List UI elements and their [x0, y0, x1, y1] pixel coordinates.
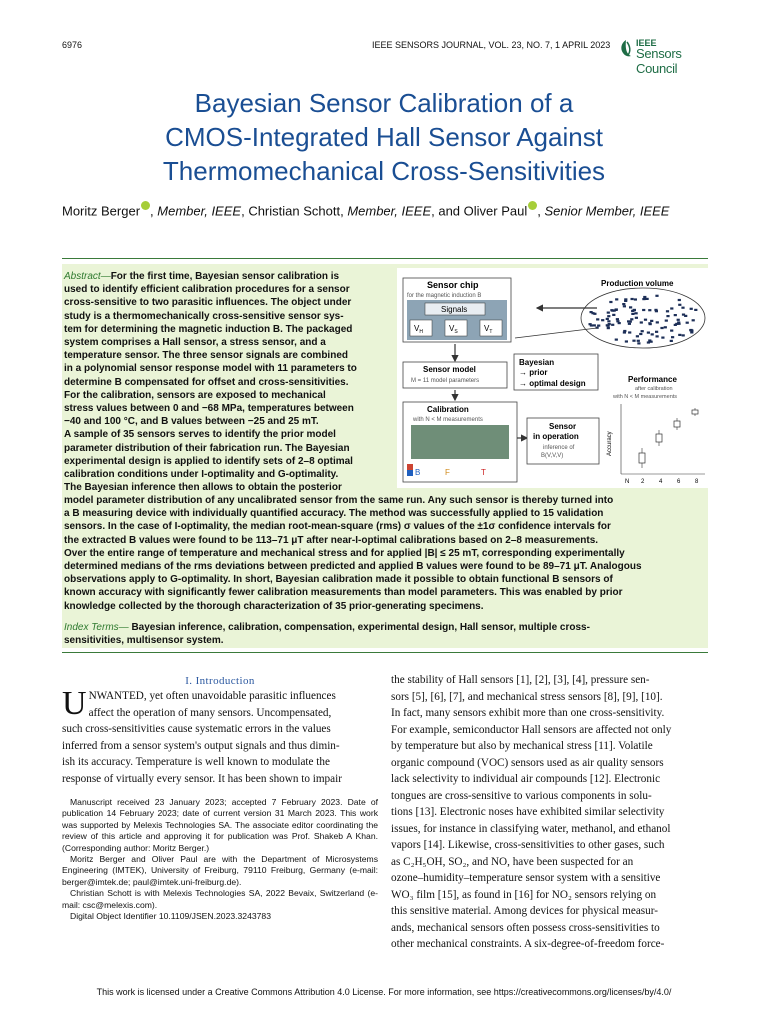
production-sensor-dot — [590, 311, 593, 313]
production-sensor-dot — [601, 319, 604, 321]
intro-left-column — [62, 685, 378, 787]
abstract-line: stress values between 0 and −68 MPa, temperatures between — [64, 403, 354, 415]
production-sensor-dot — [607, 315, 610, 317]
production-sensor-dot — [670, 340, 673, 342]
dropcap: U — [62, 685, 87, 722]
production-sensor-dot — [681, 307, 684, 309]
intro-line: For example, semiconductor Hall sensors are affected not only — [391, 723, 672, 736]
production-sensor-dot — [616, 318, 619, 320]
production-sensor-dot — [637, 340, 640, 342]
production-sensor-dot — [596, 318, 599, 320]
production-sensor-dot — [635, 312, 638, 314]
intro-line: ands, mechanical sensors often possess cross-sensitivities to — [391, 921, 660, 934]
intro-line: ish its accuracy. Temperature is well known to modulate the — [62, 756, 330, 768]
page-number: 6976 — [62, 40, 83, 50]
abstract-line: The Bayesian inference then allows to obtain the posterior — [64, 482, 342, 494]
production-sensor-dot — [650, 320, 653, 322]
performance-tick-label: 8 — [695, 479, 699, 485]
production-sensor-dot — [678, 334, 681, 336]
ieee-sensors-council-logo — [619, 37, 719, 76]
author-name: Moritz Berger — [62, 203, 141, 219]
production-sensor-dot — [611, 324, 614, 326]
production-sensor-dot — [623, 331, 626, 333]
author-role: Member, IEEE — [157, 203, 242, 219]
license-notice: This work is licensed under a Creative Commons Attribution 4.0 License. For more information, see https://creativecommons.org/licenses/by/4.0/ — [96, 987, 672, 997]
production-sensor-dot — [597, 325, 600, 327]
accuracy-axis-label: Accuracy — [607, 431, 613, 456]
vh-symbol: V — [414, 324, 420, 333]
abstract-line: model parameter distribution of any uncalibrated sensor from the same run. Any such sensor is thereby turned into — [64, 495, 614, 506]
abstract-line: −40 and 100 °C, and B values between −25 and 25 mT. — [64, 416, 319, 428]
production-sensor-dot — [631, 298, 634, 300]
boxplot-box — [674, 421, 680, 427]
production-sensor-dot — [646, 298, 649, 300]
production-sensor-dot — [612, 314, 615, 316]
intro-line: issues, for instance in classifying water, methanol, and ethanol — [391, 822, 671, 835]
intro-line: the stability of Hall sensors [1], [2], [3], [4], pressure sen- — [391, 674, 650, 686]
production-sensor-dot — [628, 323, 631, 325]
production-sensor-dot — [690, 308, 693, 310]
footnote-affiliation: Moritz Berger and Oliver Paul are with the Department of Microsystems Engineering (IMTEK), University of Freiburg, 79110 Freiburg, Germany (e-mail: berger@imtek.de; paul@imtek.uni-freiburg.de). — [62, 854, 378, 887]
logo-line2: Sensors Council — [636, 46, 682, 76]
intro-right-column — [391, 672, 708, 953]
abstract-line: system comprises a Hall sensor, a stress sensor, and a — [64, 337, 326, 349]
abstract-line: For the calibration, sensors are exposed to mechanical — [64, 389, 326, 401]
author-name: Oliver Paul — [463, 203, 528, 219]
orcid-icon[interactable] — [528, 201, 537, 210]
separator: , — [241, 203, 249, 219]
intro-line: this sensitive material. Among devices for physical measur- — [391, 905, 658, 917]
abstract-line: experimental design is applied to identify sets of 2–8 optimal — [64, 455, 353, 467]
bottom-rule — [62, 652, 708, 653]
production-sensor-dot — [661, 337, 664, 339]
abstract-label: Abstract — [64, 271, 101, 282]
production-sensor-dot — [648, 322, 651, 324]
calibration-label: Calibration — [427, 405, 469, 414]
abstract-narrow: Abstract—For the first time, Bayesian sensor calibration is used to identify efficient calibration procedures for a sensor cross-sensitive to two parasitic influences. The object under study is a thermomechanically cross-sensitive sensor sys- tem for determining the magnetic induction B. The packaged system comprises a Hall sensor, a stress sensor, and a temperature sensor. The three sensor signals are combined in a polynomial sensor response model with 11 parameters to determine B compensated for offset and cross-sensitivities. For the calibration, sensors are exposed to mechanical stress values between 0 and −68 MPa, temperatures between −40 and 100 °C, and B values between −25 and 25 mT. A sample of 35 sensors serves to identify the prior model parameter distribution of their fabrication run. The Bayesian experimental design is applied to identify sets of 2–8 optimal calibration conditions under I-optimality and G-optimality. The Bayesian inference then allows to obtain the posterior — [64, 270, 389, 494]
legend-f: F — [445, 468, 450, 477]
production-sensor-dot — [630, 318, 633, 320]
production-sensor-dot — [694, 309, 697, 311]
abstract-line: For the first time, Bayesian sensor calibration is — [110, 271, 340, 282]
production-sensor-dot — [616, 320, 619, 322]
footnote — [62, 797, 378, 922]
production-sensor-dot — [686, 322, 689, 324]
production-sensor-dot — [656, 321, 659, 323]
production-sensor-dot — [589, 323, 592, 325]
title-line: Bayesian Sensor Calibration of a — [194, 88, 574, 118]
vs-symbol: V — [449, 324, 455, 333]
signals-label: Signals — [441, 305, 468, 314]
sensor-op-sub1: inference of — [543, 445, 575, 451]
production-sensor-dot — [593, 324, 596, 326]
production-sensor-dot — [623, 305, 626, 307]
production-sensor-dot — [660, 327, 663, 329]
production-sensor-dot — [629, 321, 632, 323]
abstract-line: knowledge collected by the thorough characterization of 35 prior-generating specimens. — [64, 600, 484, 612]
production-sensor-dot — [607, 312, 610, 314]
production-sensor-dot — [632, 340, 635, 342]
production-sensor-dot — [607, 327, 610, 329]
production-sensor-dot — [624, 298, 627, 300]
production-sensor-dot — [637, 342, 640, 344]
sensor-op-sub2-text: B(V — [541, 453, 551, 459]
production-sensor-dot — [642, 298, 645, 300]
performance-label: Performance — [628, 375, 677, 384]
production-sensor-dot — [677, 321, 680, 323]
production-sensor-dot — [648, 309, 651, 311]
intro-line: affect the operation of many sensors. Uncompensated, — [88, 706, 332, 719]
production-sensor-dot — [614, 309, 617, 311]
production-sensor-dot — [664, 326, 667, 328]
abstract-line: a B measuring device with individually quantified accuracy. The method was successfully applied to 15 validation — [64, 508, 604, 520]
production-sensor-dot — [610, 309, 613, 311]
separator: , — [537, 203, 545, 219]
production-volume-ellipse — [581, 288, 705, 348]
production-sensor-dot — [643, 296, 646, 298]
legend-b: B — [415, 468, 421, 477]
production-sensor-dot — [631, 313, 634, 315]
production-sensor-dot — [656, 335, 659, 337]
production-sensor-dot — [622, 303, 625, 305]
top-rule — [62, 258, 708, 259]
prior-label: → prior — [519, 368, 548, 377]
production-sensor-dot — [607, 320, 610, 322]
production-sensor-dot — [651, 333, 654, 335]
separator: , — [340, 203, 348, 219]
logo-line1: IEEE — [636, 38, 657, 48]
production-sensor-dot — [665, 320, 668, 322]
bayesian-label: Bayesian — [519, 358, 555, 367]
production-sensor-dot — [674, 314, 677, 316]
calibration-setup-image — [411, 425, 509, 459]
footnote-manuscript: Manuscript received 23 January 2023; accepted 7 February 2023. Date of publication 14 February 2023; date of current version 31 March 2023. This work was supported by Melexis Technologies SA. The associate editor coordinating the review of this article and approving it for publication was Prof. Shakeb A Khan. (Corresponding author: Moritz Berger.) — [62, 797, 378, 853]
sensor-chip-label: Sensor chip — [427, 280, 479, 290]
intro-line: response of virtually every sensor. It has been shown to impair — [62, 772, 342, 785]
orcid-icon[interactable] — [141, 201, 150, 210]
production-sensor-dot — [682, 314, 685, 316]
abstract-line: A sample of 35 sensors serves to identify the prior model — [64, 429, 336, 441]
footnote-doi: Digital Object Identifier 10.1109/JSEN.2023.3243783 — [70, 911, 271, 922]
index-terms-line: Bayesian inference, calibration, compensation, experimental design, Hall sensor, multiple cross- — [131, 621, 590, 633]
intro-line: ozone–humidity–temperature sensor system with a sensitive — [391, 872, 661, 884]
boxplot-box — [639, 453, 645, 463]
production-sensor-dot — [608, 323, 611, 325]
sensor-op-sub2: B(V,V,V) — [541, 453, 564, 459]
author-name: Christian Schott — [248, 203, 341, 219]
production-sensor-dot — [666, 310, 669, 312]
production-sensor-dot — [692, 319, 695, 321]
intro-line: as C₂H₅OH, SO₂, and NO, have been suspected for an — [391, 855, 634, 868]
index-terms-label: Index Terms — [64, 621, 119, 633]
author-role: Member, IEEE — [347, 203, 432, 219]
boxplot-box — [656, 434, 662, 442]
abstract-line: parameter distribution of their fabrication run. The Bayesian — [64, 442, 350, 454]
production-sensor-dot — [636, 335, 639, 337]
intro-line: tongues are cross-sensitive to various components in solu- — [391, 789, 652, 802]
production-sensor-dot — [648, 339, 651, 341]
production-sensor-dot — [633, 309, 636, 311]
production-sensor-dot — [629, 306, 632, 308]
production-sensor-dot — [642, 309, 645, 311]
abstract-line: in a polynomial sensor response model with 11 parameters to — [64, 363, 357, 375]
intro-line: organic compound (VOC) sensors used as air quality sensors — [391, 756, 664, 769]
abstract-line: determined medians of the rms deviations between predicted and applied B values were found to be 89–71 μT. Analogous — [64, 561, 642, 573]
intro-line: lack selectivity to individual air compounds [12]. Electronic — [391, 773, 661, 785]
sensor-model-label: Sensor model — [423, 365, 476, 374]
sensors-council-icon — [619, 39, 633, 59]
performance-tick-label: N — [625, 479, 630, 485]
production-sensor-dot — [670, 307, 673, 309]
abstract-line: used to identify efficient calibration procedures for a sensor — [64, 284, 350, 296]
performance-tick-label: 4 — [659, 479, 663, 485]
production-sensor-dot — [647, 332, 650, 334]
vt-sub: T — [489, 329, 493, 335]
author-role: Senior Member, IEEE — [544, 203, 670, 219]
intro-line: In fact, many sensors exhibit more than one cross-sensitivity. — [391, 707, 665, 719]
performance-sub1: after calibration — [635, 386, 673, 392]
production-sensor-dot — [635, 317, 638, 319]
production-sensor-dot — [655, 295, 658, 297]
production-sensor-dot — [639, 333, 642, 335]
production-sensor-dot — [678, 299, 681, 301]
performance-tick-label: 6 — [677, 479, 681, 485]
journal-header: IEEE SENSORS JOURNAL, VOL. 23, NO. 7, 1 APRIL 2023 — [372, 40, 611, 50]
title-line: Thermomechanical Cross-Sensitivities — [162, 156, 606, 186]
intro-line: inferred from a sensor system's output signals and thus dimin- — [62, 739, 340, 752]
sensor-op-label1: Sensor — [549, 422, 577, 431]
sensor-chip-sub: for the magnetic induction B — [407, 293, 482, 299]
section-heading: I. Introduction — [185, 675, 255, 687]
vt-symbol: V — [484, 324, 490, 333]
production-sensor-dot — [666, 315, 669, 317]
production-sensor-dot — [690, 331, 693, 333]
production-sensor-dot — [634, 298, 637, 300]
production-sensor-dot — [606, 318, 609, 320]
production-sensor-dot — [641, 330, 644, 332]
production-volume-label: Production volume — [601, 279, 674, 288]
production-sensor-dot — [615, 298, 618, 300]
intro-line: vapors [14]. Likewise, cross-sensitivities to other gases, such — [391, 839, 665, 851]
abstract-line: determine B compensated for offset and cross-sensitivities. — [64, 376, 349, 388]
boxplot-box — [692, 410, 698, 414]
footnote-affiliation: Christian Schott is with Melexis Technologies SA, 2022 Bevaix, Switzerland (e-mail: csc@melexis.com). — [62, 888, 378, 910]
vs-sub: S — [454, 329, 458, 335]
title-line: CMOS-Integrated Hall Sensor Against — [165, 122, 603, 152]
abstract-line: sensors. In the case of I-optimality, the median root-mean-square (rms) σ values of the ±1σ confidence intervals for — [64, 521, 611, 533]
author-list — [62, 201, 712, 218]
graphical-abstract-figure — [397, 268, 709, 488]
production-sensor-dot — [640, 321, 643, 323]
abstract-line: calibration conditions under I-optimality and G-optimality. — [64, 469, 339, 481]
abstract-line: tem for determining the magnetic induction B. The packaged — [64, 323, 353, 335]
abstract-line: cross-sensitive to two parasitic influences. The object under — [64, 297, 352, 309]
production-sensor-dot — [690, 329, 693, 331]
production-sensor-dot — [678, 304, 681, 306]
abstract-line: Over the entire range of temperature and mechanical stress and for applied |B| ≤ 25 mT, corresponding experimentally — [64, 547, 625, 559]
production-sensor-dot — [644, 319, 647, 321]
separator: , — [150, 203, 158, 219]
production-sensor-dot — [655, 331, 658, 333]
index-terms-line: sensitivities, multisensor system. — [64, 635, 224, 647]
abstract-line: known accuracy with significantly fewer calibration measurements than model parameters. This was enabled by prior — [64, 587, 623, 599]
intro-line: NWANTED, yet often unavoidable parasitic influences — [88, 690, 336, 702]
intro-line: by temperature but also by mechanical stress [11]. Volatile — [391, 740, 653, 752]
production-sensor-dot — [671, 336, 674, 338]
intro-line: other mechanical constraints. A six-degree-of-freedom force- — [391, 938, 665, 950]
abstract-wide: model parameter distribution of any uncalibrated sensor from the same run. Any such sensor is thereby turned into a B measuring device with individually quantified accuracy. The method was successfully applied to 15 validation sensors. In the case of I-optimality, the median root-mean-square (rms) σ values of the ±1σ confidence intervals for the extracted B values were found to be 113–71 μT after near-I-optimal calibrations based on 2–8 measurements. Over the entire range of temperature and mechanical stress and for applied |B| ≤ 25 mT, corresponding experimentally determined medians of the rms deviations between predicted and applied B values were found to be 89–71 μT. Analogous observations apply to G-optimality. In short, Bayesian calibration made it possible to obtain functional B sensors of known accuracy with significantly fewer calibration measurements than model parameters. This was enabled by prior knowledge collected by the thorough characterization of 35 prior-generating specimens. Index Terms— Bayesian inference, calibration, compensation, experimental design, Hall sensor, multiple cross- sensitivities, multisensor system. — [64, 494, 706, 647]
production-sensor-dot — [628, 331, 631, 333]
abstract-line: temperature sensor. The three sensor signals are combined — [64, 350, 348, 362]
intro-line: WO₃ film [15], as found in [16] for NO₂ sensors relying on — [391, 888, 657, 901]
performance-tick-label: 2 — [641, 479, 645, 485]
calibration-sub: with N < M measurements — [413, 417, 483, 423]
abstract-line: observations apply to G-optimality. In short, Bayesian calibration made it possible to obtain functional B sensors of — [64, 574, 613, 586]
abstract-line: study is a thermomechanically cross-sensitive sensor sys- — [64, 310, 344, 322]
performance-sub2: with N < M measurements — [613, 394, 678, 400]
intro-line: sors [5], [6], [7], and mechanical stress sensors [8], [9], [10]. — [391, 690, 663, 703]
paper-title — [40, 86, 728, 188]
sensor-model-sub: M = 11 model parameters — [411, 378, 480, 384]
intro-line: tions [13]. Electronic noses have exhibited similar selectivity — [391, 806, 665, 818]
vh-sub: H — [419, 329, 423, 335]
production-sensor-dot — [609, 301, 612, 303]
production-sensor-dot — [625, 340, 628, 342]
production-sensor-dot — [615, 339, 618, 341]
production-sensor-dot — [682, 334, 685, 336]
legend-t: T — [481, 468, 486, 477]
production-sensor-dot — [670, 330, 673, 332]
separator: , and — [431, 203, 464, 219]
production-sensor-dot — [677, 319, 680, 321]
optimal-design-label: → optimal design — [519, 379, 586, 388]
intro-line: such cross-sensitivities cause systematic errors in the values — [62, 723, 331, 735]
production-sensor-dot — [654, 309, 657, 311]
abstract-line: the extracted B values were found to be 113–71 μT after near-I-optimal calibrations based on 2–8 measurements. — [64, 534, 599, 546]
sensor-op-label2: in operation — [533, 432, 579, 441]
